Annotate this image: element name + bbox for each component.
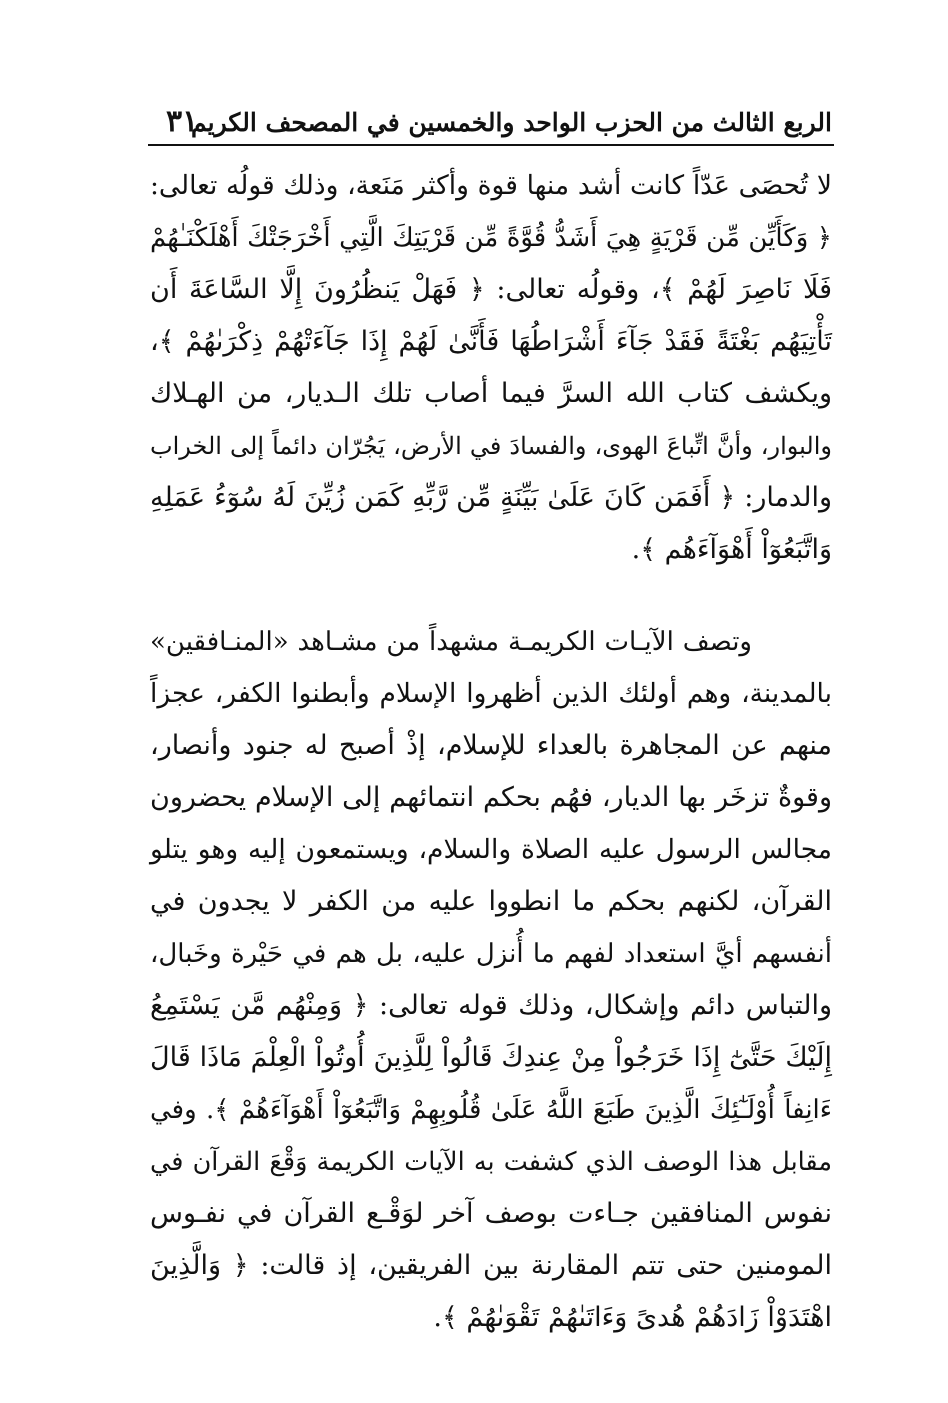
text-line: مجالس الرسول عليه الصلاة والسلام، ويستمعون إليه وهو يتلو — [150, 834, 832, 865]
text-line: والتباس دائم وإشكال، وذلك قوله تعالى: ﴿ وَمِنْهُم مَّن يَسْتَمِعُ — [150, 990, 832, 1021]
text-line: فَلَا نَاصِرَ لَهُمْ ﴾، وقولُه تعالى: ﴿ فَهَلْ يَنظُرُونَ إِلَّا السَّاعَةَ أَن — [150, 274, 832, 305]
header-title: الربع الثالث من الحزب الواحد والخمسين في المصحف الكريم — [191, 108, 832, 137]
running-header — [148, 100, 832, 144]
text-line: وقوةٌ تزخَر بها الديار، فهُم بحكم انتمائهم إلى الإسلام يحضرون — [150, 782, 832, 813]
text-line: القرآن، لكنهم بحكم ما انطووا عليه من الكفر لا يجدون في — [150, 886, 832, 917]
paragraph-2 — [150, 616, 832, 1344]
page-body — [150, 160, 832, 1344]
text-line: أنفسهم أيَّ استعداد لفهم ما أُنزل عليه، بل هم في حَيْرة وخَبال، — [150, 939, 832, 969]
text-line: ويكشف كتاب الله السرَّ فيما أصاب تلك الـديار، من الهـلاك — [150, 378, 832, 409]
text-line: إِلَيْكَ حَتَّىٰٓ إِذَا خَرَجُواْ مِنْ عِندِكَ قَالُواْ لِلَّذِينَ أُوتُواْ الْعِلْمَ مَاذَا قَالَ — [150, 1042, 832, 1073]
text-line: اهْتَدَوْاْ زَادَهُمْ هُدىً وَءَاتَىٰهُمْ تَقْوَىٰهُمْ ﴾. — [433, 1302, 832, 1333]
text-line: وتصف الآيـات الكريمـة مشهداً من مشـاهد «المنـافقين» — [150, 627, 752, 657]
paragraph-1 — [150, 160, 832, 576]
page-number: ٣١ — [166, 104, 199, 139]
paragraph-spacer — [150, 576, 832, 616]
text-line: بالمدينة، وهم أولئك الذين أظهروا الإسلام وأبطنوا الكفر، عجزاً — [150, 678, 832, 709]
text-line: والبوار، وأنَّ اتِّباعَ الهوى، والفسادَ في الأرض، يَجُرّان دائماً إلى الخراب — [150, 432, 832, 460]
text-line: لا تُحصَى عَدّاً كانت أشد منها قوة وأكثر مَنَعة، وذلك قولُه تعالى: — [150, 170, 832, 201]
text-line: منهم عن المجاهرة بالعداء للإسلام، إذْ أصبح له جنود وأنصار، — [150, 730, 832, 761]
header-divider — [148, 144, 834, 146]
text-line: مقابل هذا الوصف الذي كشفت به الآيات الكريمة وَقْعَ القرآن في — [150, 1147, 832, 1177]
text-line: ءَانِفاً أُوْلَـٰٓئِكَ الَّذِينَ طَبَعَ اللَّهُ عَلَىٰ قُلُوبِهِمْ وَاتَّبَعُوٓاْ أَهْوَآءَهُمْ ﴾. وفي — [150, 1095, 832, 1125]
text-line: ﴿ وَكَأَيِّن مِّن قَرْيَةٍ هِيَ أَشَدُّ قُوَّةً مِّن قَرْيَتِكَ الَّتِي أَخْرَجَتْكَ أَهْلَكْنَـٰهُمْ — [150, 223, 832, 253]
text-line: نفوس المنافقين جـاءت بوصف آخر لوَقْـع القرآن في نفـوس — [150, 1198, 832, 1229]
text-line: تَأْتِيَهُم بَغْتَةً فَقَدْ جَآءَ أَشْرَاطُهَا فَأَنَّىٰ لَهُمْ إِذَا جَآءَتْهُمْ ذِكْرَىٰهُمْ ﴾، — [150, 326, 832, 357]
text-line: المومنين حتى تتم المقارنة بين الفريقين، إذ قالت: ﴿ وَالَّذِينَ — [150, 1250, 832, 1281]
text-line: والدمار: ﴿ أَفَمَن كَانَ عَلَىٰ بَيِّنَةٍ مِّن رَّبِّهِ كَمَن زُيِّنَ لَهُ سُوٓءُ عَمَلِهِ — [150, 482, 832, 513]
text-line: وَاتَّبَعُوٓاْ أَهْوَآءَهُم ﴾. — [631, 534, 832, 565]
